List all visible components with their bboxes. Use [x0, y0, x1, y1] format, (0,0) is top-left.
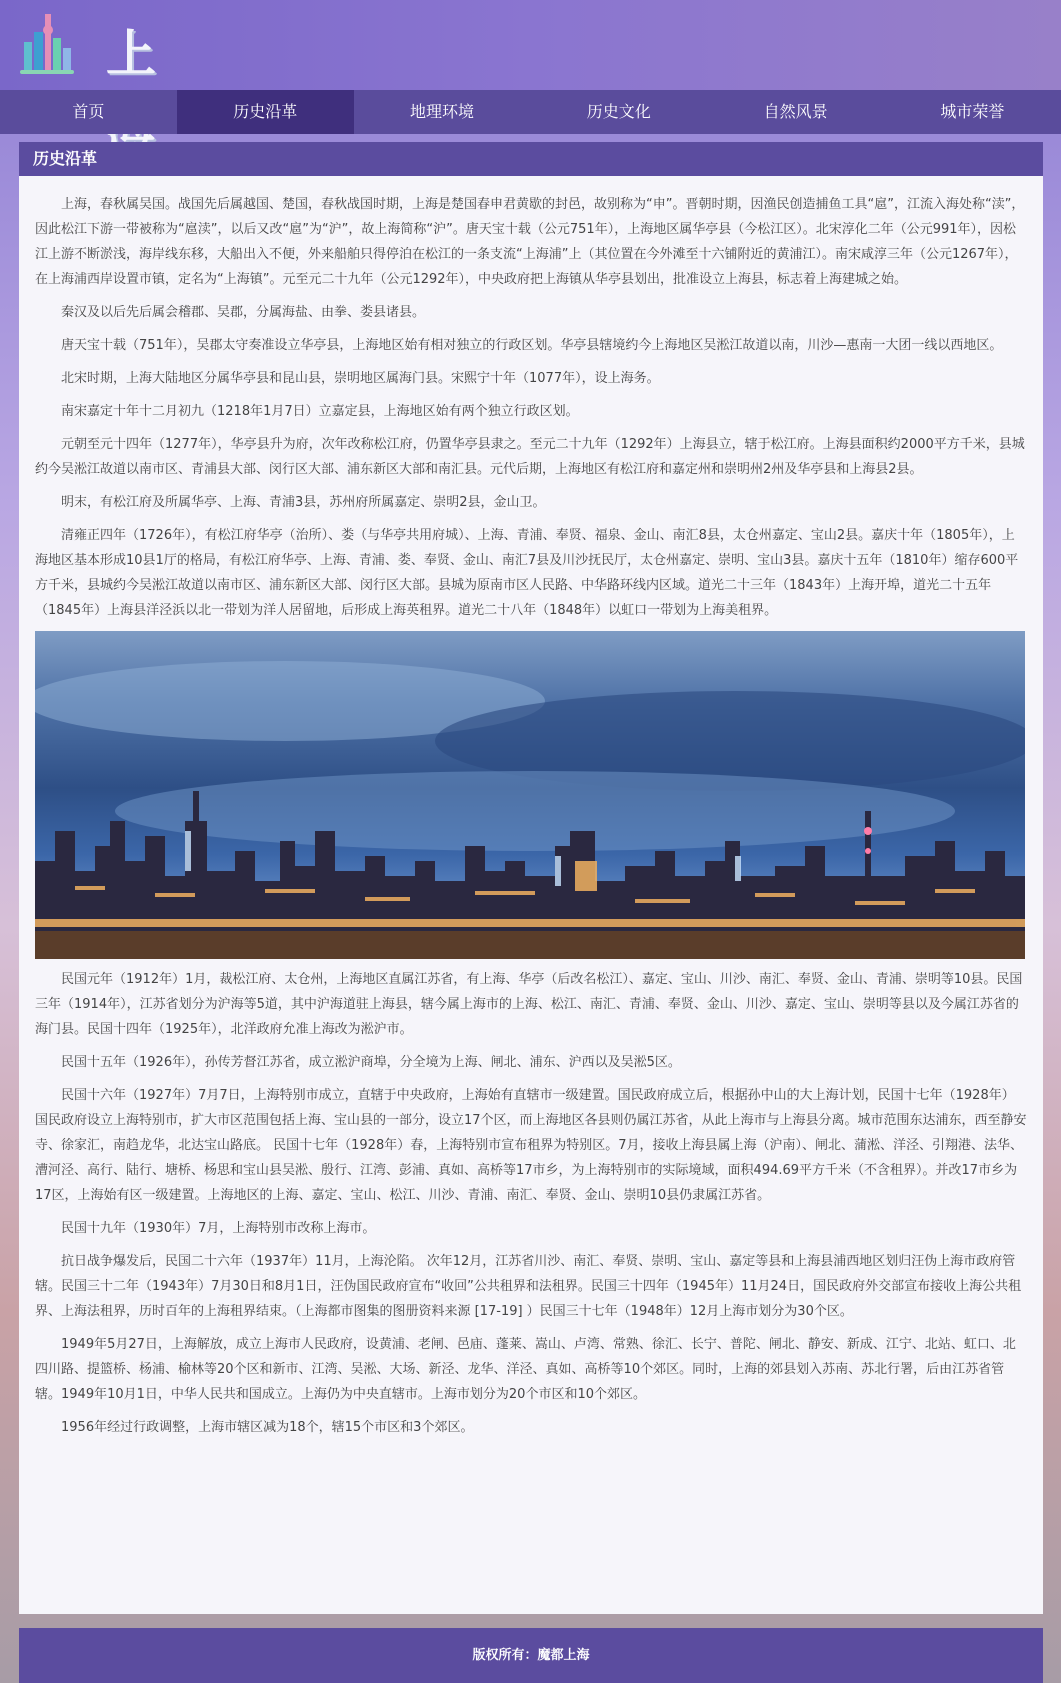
paragraph: 1956年经过行政调整，上海市辖区减为18个，辖15个市区和3个郊区。 [61, 1420, 474, 1435]
nav-item-culture[interactable]: 历史文化 [586, 102, 651, 121]
content-panel [19, 142, 1043, 1614]
paragraph: 民国十六年（1927年）7月7日，上海特别市成立，直辖于中央政府，上海始有直辖市一级建置。国民政府成立后，根据孙中山的大上海计划，民国十七年（1928年）国民政府设立上海特别市，扩大市区范围包括上海、宝山县的一部分，设立17个区，而上海地区各县则仍属江苏省，从此上海市与上海县分离。城市范围东达浦东，西至静安寺、徐家汇，南趋龙华，北达宝山路底。 民国十七年（1928年）春，上海特别市宣布租界为特别区。7月，接收上海县属上海（沪南）、闸北、蒲淞、洋泾、引翔港、法华、漕河泾、高行、陆行、塘桥、杨思和宝山县吴淞、殷行、江湾、彭浦、真如、高桥等17市乡，为上海特别市的实际境域，面积494.69平方千米（不含租界）。并改17市乡为17区，上海始有区一级建置。上海地区的上海、嘉定、宝山、松江、川沙、青浦、南汇、奉贤、金山、崇明10县仍隶属江苏省。 [35, 1088, 1027, 1203]
paragraph: 民国元年（1912年）1月，裁松江府、太仓州，上海地区直属江苏省，有上海、华亭（后改名松江）、嘉定、宝山、川沙、南汇、奉贤、金山、青浦、崇明等10县。民国三年（1914年），江苏省划分为沪海等5道，其中沪海道驻上海县，辖今属上海市的上海、松江、南汇、青浦、奉贤、金山、川沙、嘉定、宝山、崇明等县以及今属江苏省的海门县。民国十四年（1925年），北洋政府允准上海改为淞沪市。 [35, 972, 1023, 1037]
section-title: 历史沿革 [19, 142, 1043, 176]
footer [19, 1628, 1043, 1683]
header [0, 0, 1061, 90]
paragraph: 元朝至元十四年（1277年），华亭县升为府，次年改称松江府，仍置华亭县隶之。至元二十九年（1292年）上海县立，辖于松江府。上海县面积约2000平方千米，县城约今吴淞江故道以南市区、青浦县大部、闵行区大部、浦东新区大部和南汇县。元代后期，上海地区有松江府和嘉定州和崇明州2州及华亭县和上海县2县。 [35, 437, 1025, 477]
logo-text: 上 [106, 24, 160, 83]
paragraph: 秦汉及以后先后属会稽郡、吴郡，分属海盐、由拳、娄县诸县。 [61, 305, 426, 320]
paragraph: 清雍正四年（1726年），有松江府华亭（治所）、娄（与华亭共用府城）、上海、青浦、奉贤、福泉、金山、南汇8县，太仓州嘉定、宝山2县。嘉庆十年（1805年），上海地区基本形成10县1厅的格局，有松江府华亭、上海、青浦、娄、奉贤、金山、南汇7县及川沙抚民厅，太仓州嘉定、崇明、宝山3县。嘉庆十五年（1810年）缩存600平方千米，县城约今吴淞江故道以南市区、浦东新区大部、闵行区大部。县城为原南市区人民路、中华路环线内区域。道光二十三年（1843年）上海开埠，道光二十五年（1845年）上海县洋泾浜以北一带划为洋人居留地，后形成上海英租界。道光二十八年（1848年）以虹口一带划为上海美租界。 [35, 528, 1019, 618]
paragraph: 明末，有松江府及所属华亭、上海、青浦3县，苏州府所属嘉定、崇明2县，金山卫。 [61, 495, 546, 510]
paragraph: 南宋嘉定十年十二月初九（1218年1月7日）立嘉定县，上海地区始有两个独立行政区划。 [61, 404, 579, 419]
article-body [19, 176, 1043, 1440]
copyright-text: 版权所有：魔都上海 [472, 1648, 590, 1663]
shanghai-skyline-photo [35, 631, 1025, 959]
nav-item-honors[interactable]: 城市荣誉 [940, 102, 1005, 121]
paragraph: 民国十九年（1930年）7月，上海特别市改称上海市。 [61, 1221, 376, 1236]
nav-item-home[interactable]: 首页 [72, 102, 105, 121]
paragraph: 北宋时期，上海大陆地区分属华亭县和昆山县，崇明地区属海门县。宋熙宁十年（1077年），设上海务。 [61, 371, 660, 386]
nav-item-history[interactable]: 历史沿革 [177, 90, 354, 134]
nav-item-scenery[interactable]: 自然风景 [763, 102, 828, 121]
paragraph: 抗日战争爆发后，民国二十六年（1937年）11月，上海沦陷。 次年12月，江苏省川沙、南汇、奉贤、崇明、宝山、嘉定等县和上海县浦西地区划归汪伪上海市政府管辖。民国三十二年（1943年）7月30日和8月1日，汪伪国民政府宣布“收回”公共租界和法租界。民国三十四年（1945年）11月24日，国民政府外交部宣布接收上海公共租界、上海法租界，历时百年的上海租界结束。（上海都市图集的图册资料来源 [17-19] ）民国三十七年（1948年）12月上海市划分为30个区。 [35, 1254, 1022, 1319]
main-nav [0, 90, 1061, 134]
nav-item-geography[interactable]: 地理环境 [409, 102, 474, 121]
paragraph: 民国十五年（1926年），孙传芳督江苏省，成立淞沪商埠，分全境为上海、闸北、浦东、沪西以及吴淞5区。 [61, 1055, 681, 1070]
paragraph: 1949年5月27日，上海解放，成立上海市人民政府，设黄浦、老闸、邑庙、蓬莱、嵩山、卢湾、常熟、徐汇、长宁、普陀、闸北、静安、新成、江宁、北站、虹口、北四川路、提篮桥、杨浦、榆林等20个区和新市、江湾、吴淞、大场、新泾、龙华、洋泾、真如、高桥等10个郊区。同时，上海的郊县划入苏南、苏北行署，后由江苏省管辖。1949年10月1日，中华人民共和国成立。上海仍为中央直辖市。上海市划分为20个市区和10个郊区。 [35, 1337, 1016, 1402]
paragraph: 上海，春秋属吴国。战国先后属越国、楚国，春秋战国时期，上海是楚国春申君黄歇的封邑，故别称为“申”。晋朝时期，因渔民创造捕鱼工具“扈”，江流入海处称“渎”，因此松江下游一带被称为“扈渎”，以后又改“扈”为“沪”，故上海简称“沪”。唐天宝十载（公元751年），上海地区属华亭县（今松江区）。北宋淳化二年（公元991年），因松江上游不断淤浅，海岸线东移，大船出入不便，外来船舶只得停泊在松江的一条支流“上海浦”上（其位置在今外滩至十六铺附近的黄浦江）。南宋咸淳三年（公元1267年），在上海浦西岸设置市镇，定名为“上海镇”。元至元二十九年（公元1292年），中央政府把上海镇从华亭县划出，批准设立上海县，标志着上海建城之始。 [35, 197, 1025, 287]
paragraph: 唐天宝十载（751年），吴郡太守奏准设立华亭县，上海地区始有相对独立的行政区划。华亭县辖境约今上海地区吴淞江故道以南，川沙—惠南一大团一线以西地区。 [61, 338, 1003, 353]
site-logo[interactable] [18, 8, 188, 83]
city-skyline-icon [18, 8, 78, 78]
